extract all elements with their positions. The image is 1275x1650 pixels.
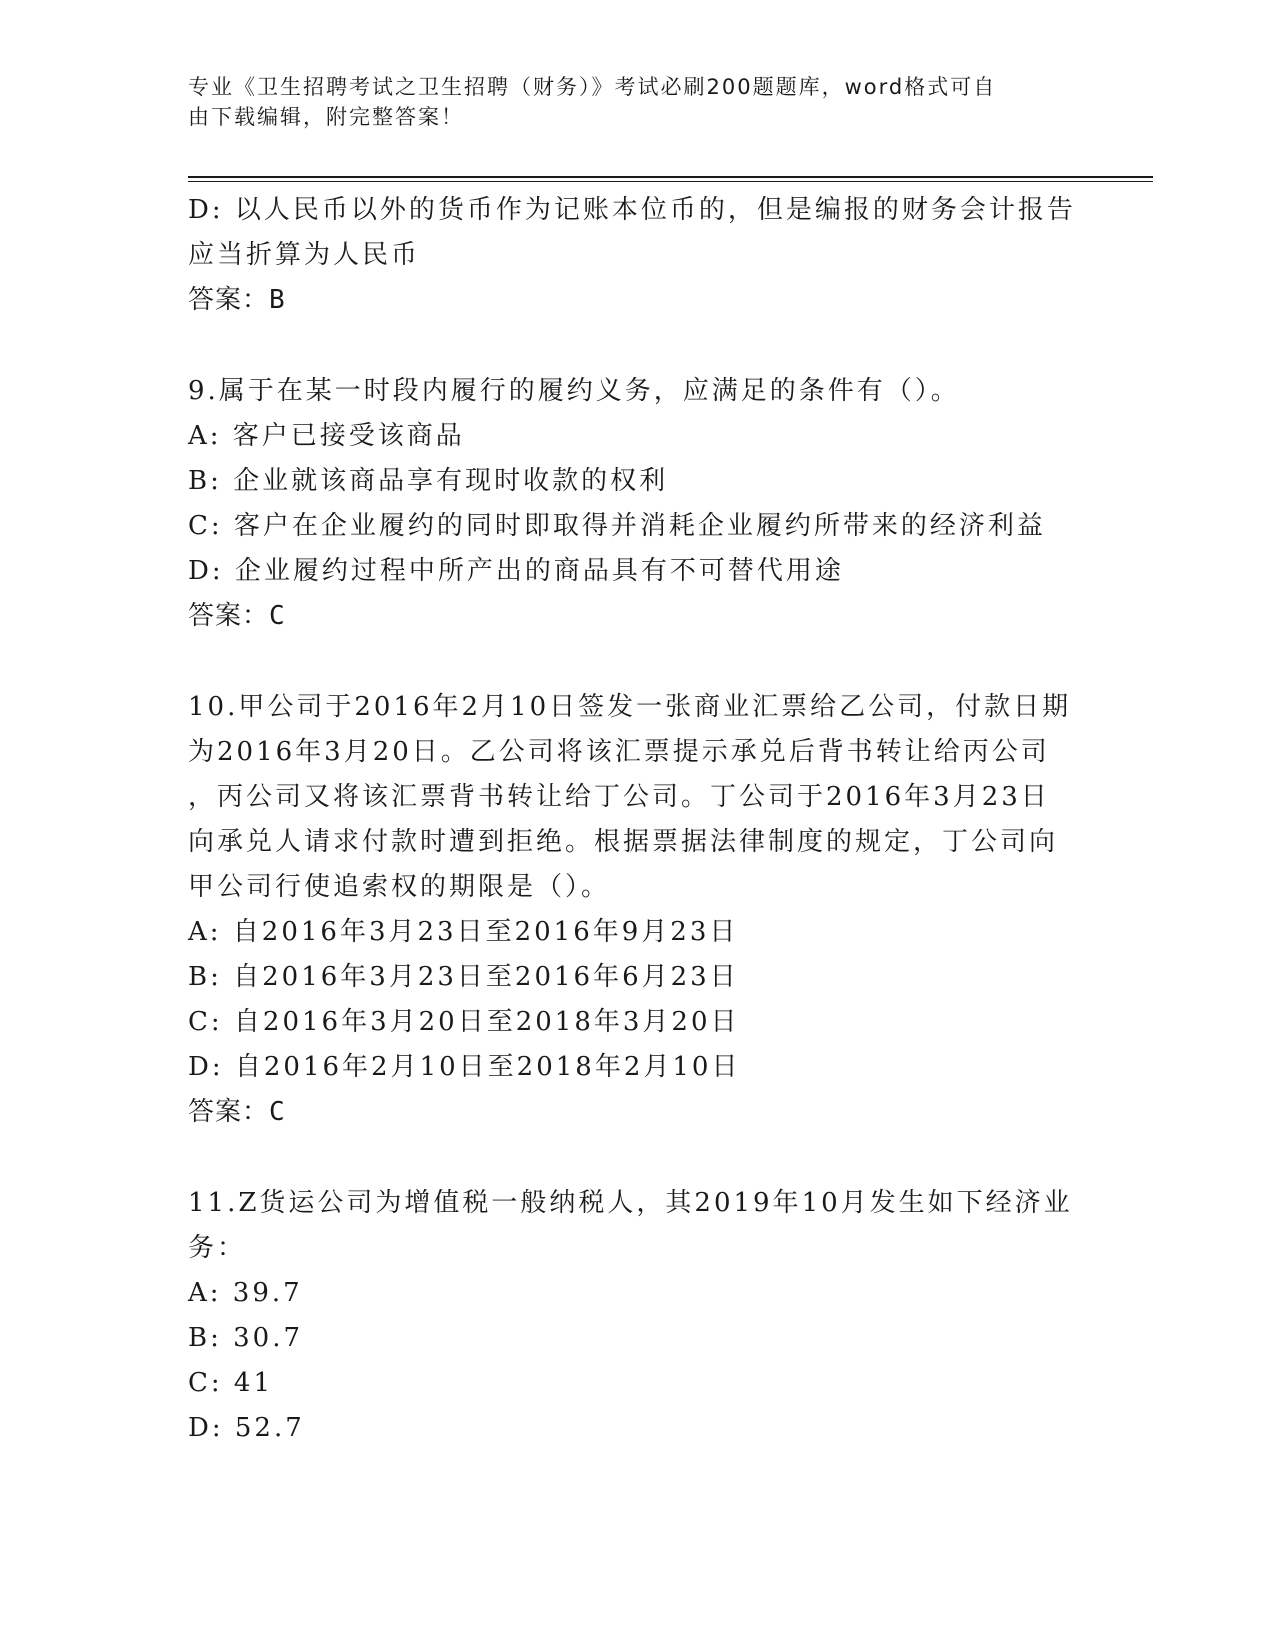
- question-11-option-d: D: 52.7: [188, 1413, 305, 1443]
- question-9-option-d: D: 企业履约过程中所产出的商品具有不可替代用途: [188, 556, 844, 586]
- spacer: [188, 639, 1088, 685]
- header-divider-thin: [188, 181, 1153, 182]
- question-9-answer: [188, 594, 1088, 639]
- answer-value: B: [269, 285, 286, 315]
- question-9-option-a: A: 客户已接受该商品: [188, 421, 465, 451]
- question-9-option-b: B: 企业就该商品享有现时收款的权利: [188, 466, 669, 496]
- question-11-option-b: B: 30.7: [188, 1323, 304, 1353]
- question-10-option-b: B: 自2016年3月23日至2016年6月23日: [188, 962, 739, 992]
- answer-label: 答案：: [188, 1097, 270, 1127]
- question-10-option-a: A: 自2016年3月23日至2016年9月23日: [188, 917, 739, 947]
- answer-label: 答案：: [188, 285, 270, 315]
- header-title-line-2: 由下载编辑，附完整答案！: [188, 105, 464, 129]
- question-content: [188, 188, 1088, 1451]
- question-10-block: [188, 685, 1088, 1135]
- question-9-stem: 9.属于在某一时段内履行的履约义务，应满足的条件有（）。: [188, 376, 960, 406]
- question-10-stem-line-2: 为2016年3月20日。乙公司将该汇票提示承兑后背书转让给丙公司: [188, 737, 1050, 767]
- spacer: [188, 323, 1088, 369]
- answer-value: C: [269, 1097, 286, 1127]
- question-11-option-a: A: 39.7: [188, 1278, 303, 1308]
- question-10-answer: [188, 1090, 1088, 1135]
- question-10-option-d: D: 自2016年2月10日至2018年2月10日: [188, 1052, 741, 1082]
- question-10-stem-line-4: 向承兑人请求付款时遭到拒绝。根据票据法律制度的规定，丁公司向: [188, 827, 1059, 857]
- header-divider-thick: [188, 176, 1153, 178]
- spacer: [188, 1135, 1088, 1181]
- question-8-answer: [188, 278, 1088, 323]
- question-10-stem-line-5: 甲公司行使追索权的期限是（）。: [188, 872, 611, 902]
- answer-label: 答案：: [188, 601, 270, 631]
- question-8-option-d-line-1: D: 以人民币以外的货币作为记账本位币的，但是编报的财务会计报告: [188, 195, 1076, 225]
- question-9-option-c: C: 客户在企业履约的同时即取得并消耗企业履约所带来的经济利益: [188, 511, 1046, 541]
- header-title-line-1: 专业《卫生招聘考试之卫生招聘（财务）》考试必刷200题题库，word格式可自: [188, 75, 997, 99]
- question-11-block: [188, 1181, 1088, 1451]
- question-11-option-c: C: 41: [188, 1368, 274, 1398]
- question-11-stem-line-2: 务：: [188, 1233, 247, 1263]
- question-10-option-c: C: 自2016年3月20日至2018年3月20日: [188, 1007, 740, 1037]
- question-9-block: [188, 369, 1088, 639]
- question-8-block: [188, 188, 1088, 323]
- document-header: [188, 72, 1068, 132]
- question-10-stem-line-3: ，丙公司又将该汇票背书转让给丁公司。丁公司于2016年3月23日: [188, 782, 1050, 812]
- question-10-stem-line-1: 10.甲公司于2016年2月10日签发一张商业汇票给乙公司，付款日期: [188, 692, 1072, 722]
- question-8-option-d-line-2: 应当折算为人民币: [188, 240, 421, 270]
- question-11-stem-line-1: 11.Z货运公司为增值税一般纳税人，其2019年10月发生如下经济业: [188, 1188, 1073, 1218]
- answer-value: C: [269, 601, 286, 631]
